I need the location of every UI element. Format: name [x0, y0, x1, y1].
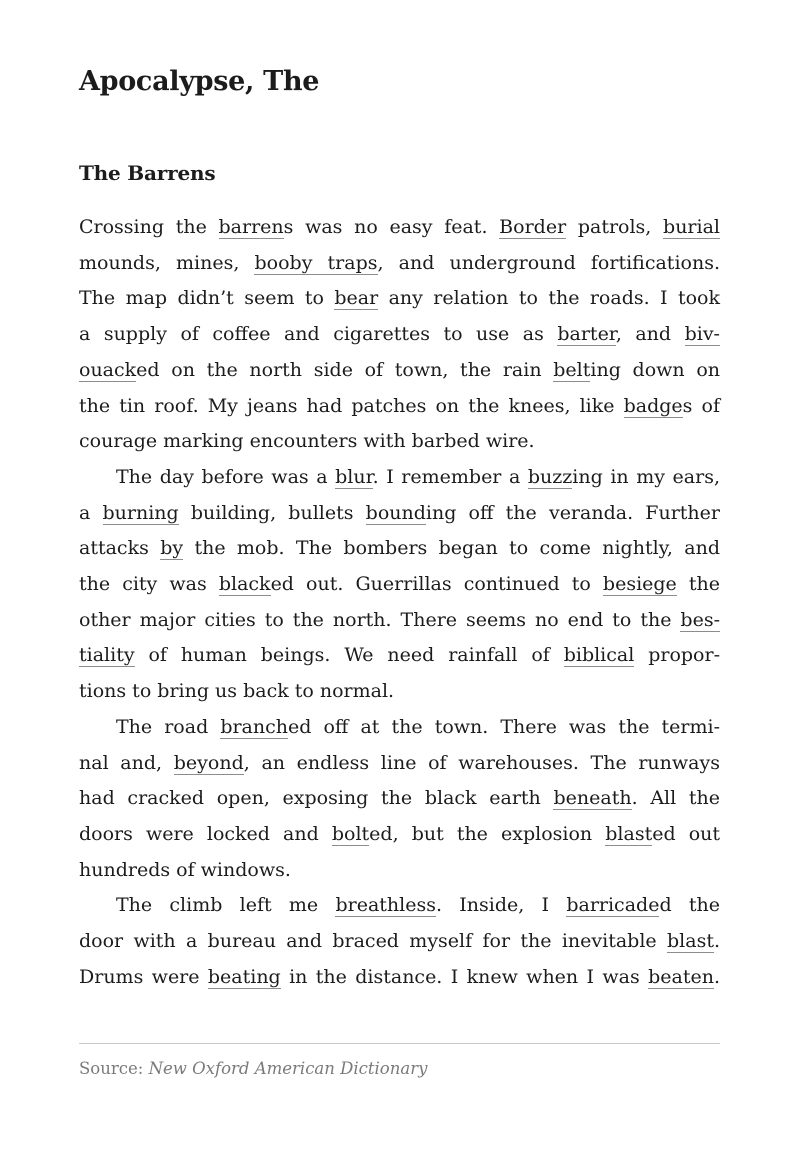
- underlined-word: booby traps: [254, 251, 378, 274]
- text-run: .: [713, 930, 720, 952]
- underlined-word: blast: [667, 930, 714, 952]
- text-line: [79, 280, 720, 316]
- text-run: propor-: [634, 644, 720, 667]
- underlined-word: beating: [207, 965, 281, 988]
- text-run: door with a bureau and braced myself for the inevitable: [79, 930, 667, 952]
- text-run: the city was: [79, 573, 219, 595]
- underlined-word: blast: [605, 822, 653, 845]
- source-work-title: New Oxford American Dictionary: [148, 1059, 428, 1078]
- text-line: [79, 745, 720, 781]
- text-run: the tin roof. My jeans had patches on the knees, like: [79, 394, 624, 417]
- underlined-word: bes-: [680, 608, 720, 631]
- underlined-word: blur: [335, 465, 373, 488]
- underlined-word: bolt: [331, 822, 370, 845]
- underlined-word: besiege: [602, 573, 677, 595]
- text-line: [79, 566, 720, 602]
- underlined-word: tiality: [79, 644, 135, 667]
- underlined-word: by: [160, 537, 184, 560]
- text-run: courage marking encounters with barbed wire.: [79, 430, 535, 453]
- text-run: The road: [116, 715, 221, 738]
- underlined-word: barren: [218, 216, 284, 238]
- text-run: nal and,: [79, 751, 174, 774]
- text-line: [79, 887, 720, 923]
- text-line: [79, 459, 720, 495]
- text-run: of human beings. We need rainfall of: [134, 644, 564, 667]
- text-run: the mob. The bombers began to come nightly, and: [183, 537, 720, 560]
- underlined-word: badge: [623, 394, 683, 417]
- text-line: [79, 816, 720, 852]
- text-run: tions to bring us back to normal.: [79, 680, 395, 703]
- text-line: [79, 923, 720, 959]
- text-line: [79, 959, 720, 995]
- text-run: other major cities to the north. There seems no end to the: [79, 608, 681, 631]
- text-run: ing off the veranda. Further: [425, 501, 720, 524]
- text-line: [79, 423, 720, 459]
- text-line: [79, 209, 720, 245]
- underlined-word: buzz: [527, 465, 573, 488]
- underlined-word: burning: [102, 501, 179, 524]
- text-line: [79, 495, 720, 531]
- text-run: building, bullets: [178, 501, 366, 524]
- text-run: , and underground fortifications.: [377, 251, 720, 274]
- text-run: Crossing the: [79, 216, 219, 238]
- underlined-word: Border: [499, 216, 567, 238]
- text-run: ed on the north side of town, the rain: [136, 358, 554, 381]
- text-run: patrols,: [566, 216, 664, 238]
- underlined-word: ouack: [79, 358, 137, 381]
- text-run: The map didn’t seem to: [79, 287, 335, 310]
- text-line: [79, 316, 720, 352]
- text-run: ing in my ears,: [572, 465, 721, 488]
- underlined-word: barter: [557, 323, 616, 346]
- text-line: [79, 602, 720, 638]
- underlined-word: beneath: [553, 787, 632, 810]
- text-run: hundreds of windows.: [79, 858, 291, 881]
- text-run: in the distance. I knew when I was: [280, 965, 649, 988]
- text-line: [79, 352, 720, 388]
- text-run: the: [676, 573, 721, 595]
- text-line: [79, 245, 720, 281]
- text-run: doors were locked and: [79, 822, 332, 845]
- text-run: ed out: [652, 822, 721, 845]
- text-line: [79, 852, 720, 888]
- text-run: had cracked open, exposing the black earth: [79, 787, 554, 810]
- text-run: ed, but the explosion: [369, 822, 606, 845]
- underlined-word: biblical: [563, 644, 635, 667]
- underlined-word: belt: [553, 358, 591, 381]
- underlined-word: branch: [220, 715, 288, 738]
- text-line: [79, 388, 720, 424]
- text-run: mounds, mines,: [79, 251, 255, 274]
- text-run: , an endless line of warehouses. The runways: [243, 751, 720, 774]
- page-title: Apocalypse, The: [79, 66, 320, 97]
- footer-divider: [79, 1043, 720, 1044]
- source-citation: [79, 1056, 427, 1082]
- underlined-word: black: [218, 573, 271, 595]
- text-run: a supply of coffee and cigarettes to use as: [79, 323, 558, 346]
- text-line: [79, 780, 720, 816]
- text-run: The climb left me: [116, 894, 336, 917]
- text-run: , and: [615, 323, 685, 346]
- underlined-word: burial: [663, 216, 720, 238]
- text-run: d the: [659, 894, 720, 917]
- text-line: [79, 709, 720, 745]
- text-run: . Inside, I: [435, 894, 567, 917]
- text-run: . All the: [631, 787, 720, 810]
- underlined-word: biv-: [684, 323, 720, 346]
- source-label: Source:: [79, 1059, 149, 1078]
- text-line: [79, 673, 720, 709]
- text-run: attacks: [79, 537, 161, 560]
- text-run: any relation to the roads. I took: [378, 287, 720, 310]
- underlined-word: bound: [365, 501, 426, 524]
- text-line: [79, 530, 720, 566]
- underlined-word: beyond: [173, 751, 244, 774]
- text-run: s of: [682, 394, 720, 417]
- text-run: The day before was a: [116, 465, 336, 488]
- text-run: a: [79, 501, 103, 524]
- text-run: Drums were: [79, 965, 208, 988]
- underlined-word: barricade: [566, 894, 660, 917]
- text-line: [79, 637, 720, 673]
- text-run: .: [713, 965, 720, 988]
- underlined-word: breathless: [335, 894, 436, 917]
- text-run: ing down on: [590, 358, 720, 381]
- underlined-word: bear: [334, 287, 379, 310]
- underlined-word: beaten: [648, 965, 714, 988]
- section-heading: The Barrens: [79, 161, 216, 185]
- text-run: ed off at the town. There was the termi-: [288, 715, 720, 738]
- text-run: . I remember a: [372, 465, 528, 488]
- text-run: ed out. Guerrillas continued to: [270, 573, 603, 595]
- text-run: s was no easy feat.: [283, 216, 500, 238]
